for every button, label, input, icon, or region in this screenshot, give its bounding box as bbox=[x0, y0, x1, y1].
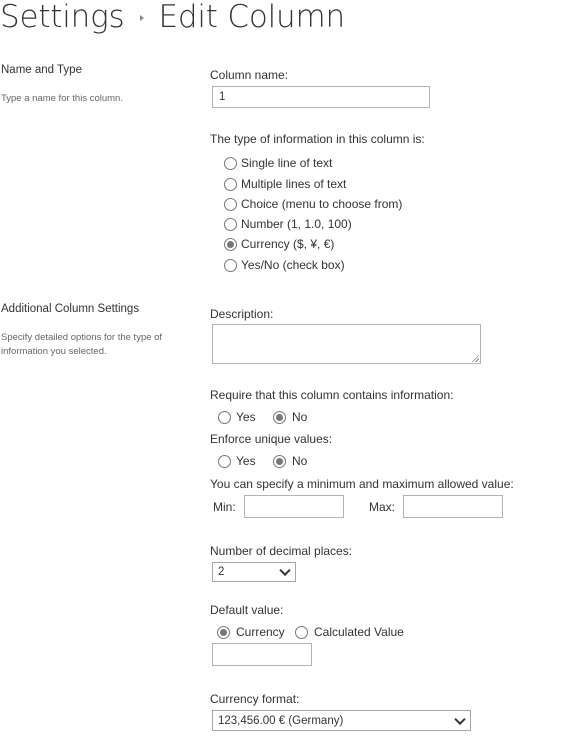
require-yes-label: Yes bbox=[236, 410, 256, 424]
page-title: Edit Column bbox=[158, 0, 345, 35]
type-option-single-line[interactable] bbox=[224, 156, 332, 170]
default-calculated-option[interactable] bbox=[295, 625, 404, 639]
default-currency-label: Currency bbox=[236, 625, 285, 639]
max-label: Max: bbox=[369, 500, 396, 514]
radio-button[interactable] bbox=[224, 178, 237, 191]
type-option-yes-no[interactable] bbox=[224, 258, 345, 272]
type-option-label: Multiple lines of text bbox=[241, 177, 347, 191]
unique-label: Enforce unique values: bbox=[210, 432, 333, 446]
chevron-down-icon bbox=[454, 713, 465, 724]
radio-button[interactable] bbox=[224, 259, 237, 272]
max-input[interactable] bbox=[403, 495, 503, 518]
default-calculated-label: Calculated Value bbox=[314, 625, 404, 639]
unique-yes-option[interactable] bbox=[218, 454, 256, 468]
default-currency-option[interactable] bbox=[217, 625, 285, 639]
breadcrumb-separator-icon bbox=[140, 15, 144, 21]
radio-button-selected[interactable] bbox=[224, 238, 237, 251]
type-option-label: Yes/No (check box) bbox=[241, 258, 345, 272]
chevron-down-icon bbox=[279, 565, 290, 576]
breadcrumb-settings-link[interactable]: Settings bbox=[0, 0, 125, 35]
radio-button[interactable] bbox=[218, 455, 231, 468]
column-type-label: The type of information in this column is: bbox=[210, 132, 425, 146]
section-description-additional-settings: Specify detailed options for the type of information you selected. bbox=[1, 332, 163, 357]
radio-button[interactable] bbox=[224, 157, 237, 170]
type-option-label: Currency ($, ¥, €) bbox=[241, 237, 335, 251]
default-value-label: Default value: bbox=[210, 603, 284, 617]
radio-button[interactable] bbox=[218, 411, 231, 424]
currency-format-label: Currency format: bbox=[210, 692, 300, 706]
section-description-name-and-type: Type a name for this column. bbox=[1, 93, 123, 104]
require-yes-option[interactable] bbox=[218, 410, 256, 424]
type-option-number[interactable] bbox=[224, 217, 352, 231]
description-textarea[interactable] bbox=[212, 324, 481, 364]
default-value-input[interactable] bbox=[212, 643, 312, 666]
unique-no-label: No bbox=[292, 454, 308, 468]
radio-button-selected[interactable] bbox=[273, 411, 286, 424]
require-no-label: No bbox=[292, 410, 308, 424]
minmax-label: You can specify a minimum and maximum allowed value: bbox=[210, 477, 514, 491]
type-option-label: Choice (menu to choose from) bbox=[241, 197, 403, 211]
type-option-multiple-lines[interactable] bbox=[224, 177, 346, 191]
type-option-label: Number (1, 1.0, 100) bbox=[241, 217, 352, 231]
breadcrumb bbox=[0, 0, 345, 40]
type-option-label: Single line of text bbox=[241, 156, 333, 170]
radio-button-selected[interactable] bbox=[217, 626, 230, 639]
currency-format-selected-value: 123,456.00 € (Germany) bbox=[218, 714, 344, 727]
require-label: Require that this column contains information: bbox=[210, 388, 454, 402]
radio-button[interactable] bbox=[295, 626, 308, 639]
type-option-currency[interactable] bbox=[224, 237, 334, 251]
radio-button[interactable] bbox=[224, 198, 237, 211]
type-option-choice[interactable] bbox=[224, 197, 402, 211]
unique-no-option[interactable] bbox=[273, 454, 307, 468]
radio-button[interactable] bbox=[224, 218, 237, 231]
decimals-selected-value: 2 bbox=[218, 566, 225, 578]
radio-button-selected[interactable] bbox=[273, 455, 286, 468]
min-label: Min: bbox=[213, 500, 236, 514]
decimals-select[interactable] bbox=[212, 562, 296, 582]
resize-grip-icon[interactable] bbox=[471, 354, 479, 362]
column-name-label: Column name: bbox=[210, 68, 289, 82]
min-input[interactable] bbox=[244, 495, 344, 518]
decimals-label: Number of decimal places: bbox=[210, 544, 353, 558]
require-no-option[interactable] bbox=[273, 410, 307, 424]
unique-yes-label: Yes bbox=[236, 454, 256, 468]
section-title-name-and-type: Name and Type bbox=[1, 64, 82, 76]
currency-format-select[interactable] bbox=[212, 710, 471, 731]
description-label: Description: bbox=[210, 307, 274, 321]
column-name-input[interactable] bbox=[212, 86, 430, 108]
section-title-additional-settings: Additional Column Settings bbox=[1, 303, 140, 315]
